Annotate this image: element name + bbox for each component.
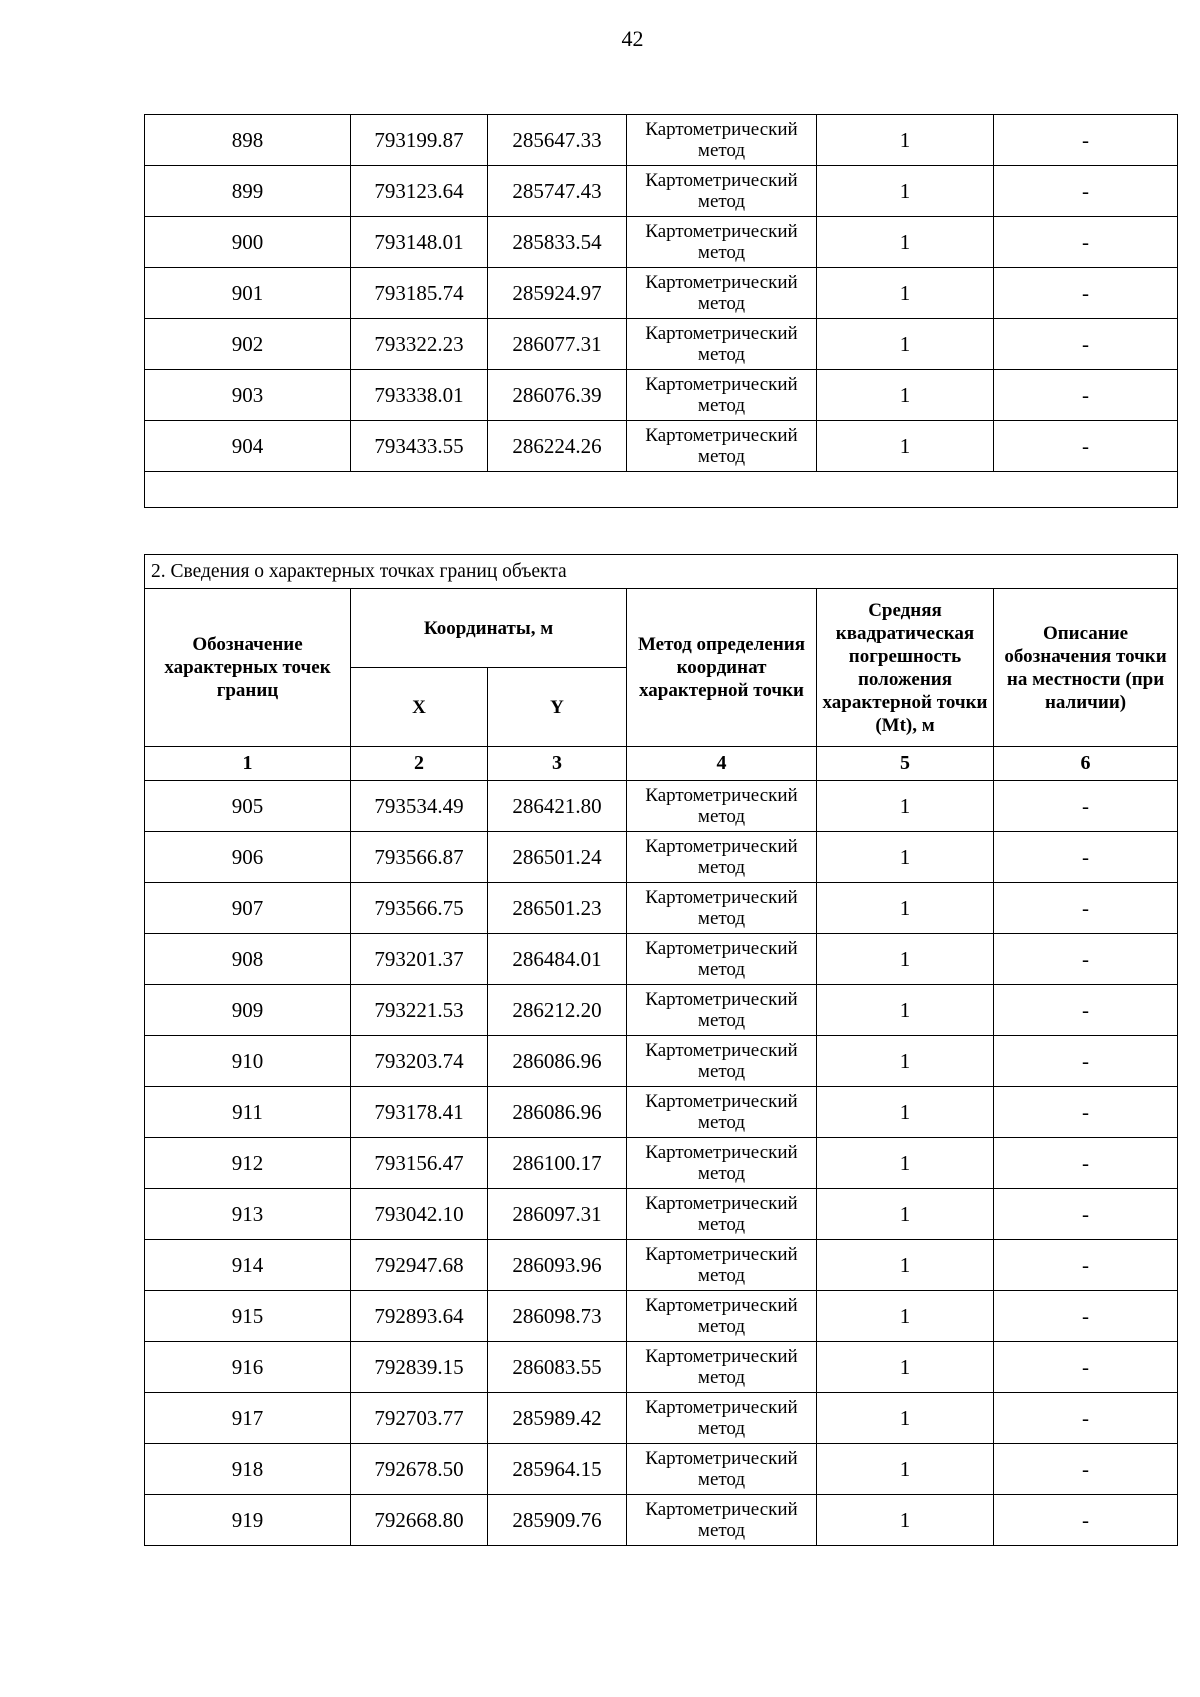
column-number: 1 xyxy=(145,747,351,781)
column-number: 6 xyxy=(994,747,1178,781)
table-row xyxy=(145,319,1178,370)
cell-x: 792703.77 xyxy=(351,1393,488,1444)
cell-point-id: 910 xyxy=(145,1036,351,1087)
table-row xyxy=(145,1393,1178,1444)
cell-mt: 1 xyxy=(817,1036,994,1087)
cell-point-id: 911 xyxy=(145,1087,351,1138)
cell-method: Картометрический метод xyxy=(627,1189,817,1240)
cell-x: 792678.50 xyxy=(351,1444,488,1495)
cell-y: 285747.43 xyxy=(488,166,627,217)
cell-y: 286077.31 xyxy=(488,319,627,370)
cell-description: - xyxy=(994,115,1178,166)
cell-mt: 1 xyxy=(817,1138,994,1189)
cell-mt: 1 xyxy=(817,1444,994,1495)
cell-method: Картометрический метод xyxy=(627,1291,817,1342)
header-point-designation: Обозначение характерных точек границ xyxy=(145,589,351,747)
cell-point-id: 898 xyxy=(145,115,351,166)
cell-mt: 1 xyxy=(817,115,994,166)
table-row xyxy=(145,268,1178,319)
cell-y: 286212.20 xyxy=(488,985,627,1036)
cell-y: 286484.01 xyxy=(488,934,627,985)
cell-x: 793338.01 xyxy=(351,370,488,421)
cell-mt: 1 xyxy=(817,934,994,985)
cell-x: 793156.47 xyxy=(351,1138,488,1189)
cell-x: 793123.64 xyxy=(351,166,488,217)
cell-mt: 1 xyxy=(817,1495,994,1546)
table-row xyxy=(145,370,1178,421)
cell-mt: 1 xyxy=(817,421,994,472)
boundary-points-table-continued xyxy=(144,114,1178,508)
cell-method: Картометрический метод xyxy=(627,268,817,319)
cell-y: 285924.97 xyxy=(488,268,627,319)
cell-method: Картометрический метод xyxy=(627,1087,817,1138)
header-coordinates: Координаты, м xyxy=(351,589,627,668)
cell-y: 285964.15 xyxy=(488,1444,627,1495)
cell-point-id: 905 xyxy=(145,781,351,832)
table-row xyxy=(145,1444,1178,1495)
cell-y: 286100.17 xyxy=(488,1138,627,1189)
cell-mt: 1 xyxy=(817,319,994,370)
cell-description: - xyxy=(994,268,1178,319)
cell-point-id: 903 xyxy=(145,370,351,421)
cell-mt: 1 xyxy=(817,1087,994,1138)
cell-description: - xyxy=(994,166,1178,217)
table-row xyxy=(145,1342,1178,1393)
cell-description: - xyxy=(994,370,1178,421)
cell-y: 286086.96 xyxy=(488,1036,627,1087)
cell-x: 793199.87 xyxy=(351,115,488,166)
cell-point-id: 909 xyxy=(145,985,351,1036)
cell-x: 793221.53 xyxy=(351,985,488,1036)
cell-y: 286086.96 xyxy=(488,1087,627,1138)
cell-point-id: 902 xyxy=(145,319,351,370)
cell-x: 792839.15 xyxy=(351,1342,488,1393)
cell-x: 793148.01 xyxy=(351,217,488,268)
cell-mt: 1 xyxy=(817,883,994,934)
cell-description: - xyxy=(994,1087,1178,1138)
cell-point-id: 899 xyxy=(145,166,351,217)
cell-description: - xyxy=(994,832,1178,883)
cell-mt: 1 xyxy=(817,985,994,1036)
header-y: Y xyxy=(488,668,627,747)
cell-y: 286501.23 xyxy=(488,883,627,934)
cell-description: - xyxy=(994,1393,1178,1444)
header-mean-square-error: Средняя квадратическая погрешность положения характерной точки (Mt), м xyxy=(817,589,994,747)
cell-method: Картометрический метод xyxy=(627,1444,817,1495)
table-row xyxy=(145,1240,1178,1291)
cell-description: - xyxy=(994,934,1178,985)
cell-description: - xyxy=(994,1495,1178,1546)
cell-x: 793201.37 xyxy=(351,934,488,985)
cell-x: 793322.23 xyxy=(351,319,488,370)
cell-description: - xyxy=(994,1036,1178,1087)
cell-x: 793566.87 xyxy=(351,832,488,883)
cell-point-id: 915 xyxy=(145,1291,351,1342)
empty-row xyxy=(145,472,1178,508)
cell-method: Картометрический метод xyxy=(627,319,817,370)
cell-point-id: 906 xyxy=(145,832,351,883)
table-row xyxy=(145,1036,1178,1087)
cell-point-id: 917 xyxy=(145,1393,351,1444)
cell-point-id: 907 xyxy=(145,883,351,934)
cell-y: 285833.54 xyxy=(488,217,627,268)
cell-y: 286421.80 xyxy=(488,781,627,832)
table-row xyxy=(145,166,1178,217)
cell-description: - xyxy=(994,1189,1178,1240)
cell-mt: 1 xyxy=(817,832,994,883)
cell-point-id: 900 xyxy=(145,217,351,268)
table-row xyxy=(145,832,1178,883)
cell-mt: 1 xyxy=(817,217,994,268)
cell-description: - xyxy=(994,1444,1178,1495)
cell-method: Картометрический метод xyxy=(627,934,817,985)
cell-mt: 1 xyxy=(817,1189,994,1240)
cell-x: 793185.74 xyxy=(351,268,488,319)
cell-method: Картометрический метод xyxy=(627,985,817,1036)
table-row xyxy=(145,1087,1178,1138)
cell-description: - xyxy=(994,319,1178,370)
cell-x: 793042.10 xyxy=(351,1189,488,1240)
cell-mt: 1 xyxy=(817,1291,994,1342)
cell-y: 286224.26 xyxy=(488,421,627,472)
column-number: 2 xyxy=(351,747,488,781)
cell-y: 285909.76 xyxy=(488,1495,627,1546)
cell-y: 285647.33 xyxy=(488,115,627,166)
cell-method: Картометрический метод xyxy=(627,421,817,472)
cell-y: 286083.55 xyxy=(488,1342,627,1393)
table-row xyxy=(145,883,1178,934)
cell-mt: 1 xyxy=(817,1393,994,1444)
cell-description: - xyxy=(994,985,1178,1036)
cell-point-id: 918 xyxy=(145,1444,351,1495)
cell-description: - xyxy=(994,1342,1178,1393)
cell-description: - xyxy=(994,781,1178,832)
cell-description: - xyxy=(994,217,1178,268)
table-caption: 2. Сведения о характерных точках границ объекта xyxy=(145,555,1178,589)
cell-description: - xyxy=(994,1291,1178,1342)
cell-mt: 1 xyxy=(817,1240,994,1291)
cell-x: 792668.80 xyxy=(351,1495,488,1546)
table-row xyxy=(145,1495,1178,1546)
cell-method: Картометрический метод xyxy=(627,1138,817,1189)
table-row xyxy=(145,1189,1178,1240)
empty-cell xyxy=(145,472,1178,508)
cell-method: Картометрический метод xyxy=(627,832,817,883)
table-row xyxy=(145,115,1178,166)
table-row xyxy=(145,421,1178,472)
cell-method: Картометрический метод xyxy=(627,217,817,268)
table-row xyxy=(145,1291,1178,1342)
header-method: Метод определения координат характерной точки xyxy=(627,589,817,747)
cell-y: 285989.42 xyxy=(488,1393,627,1444)
cell-method: Картометрический метод xyxy=(627,370,817,421)
column-number: 4 xyxy=(627,747,817,781)
cell-method: Картометрический метод xyxy=(627,1342,817,1393)
cell-method: Картометрический метод xyxy=(627,781,817,832)
cell-x: 792947.68 xyxy=(351,1240,488,1291)
table-row xyxy=(145,781,1178,832)
page-number: 42 xyxy=(621,26,644,51)
cell-point-id: 912 xyxy=(145,1138,351,1189)
cell-x: 792893.64 xyxy=(351,1291,488,1342)
cell-point-id: 914 xyxy=(145,1240,351,1291)
cell-mt: 1 xyxy=(817,370,994,421)
cell-mt: 1 xyxy=(817,1342,994,1393)
cell-y: 286098.73 xyxy=(488,1291,627,1342)
cell-mt: 1 xyxy=(817,781,994,832)
header-description: Описание обозначения точки на местности (при наличии) xyxy=(994,589,1178,747)
cell-method: Картометрический метод xyxy=(627,1240,817,1291)
cell-description: - xyxy=(994,1240,1178,1291)
cell-description: - xyxy=(994,883,1178,934)
cell-y: 286076.39 xyxy=(488,370,627,421)
cell-method: Картометрический метод xyxy=(627,115,817,166)
cell-description: - xyxy=(994,1138,1178,1189)
boundary-points-table xyxy=(144,554,1178,1546)
cell-mt: 1 xyxy=(817,268,994,319)
cell-point-id: 919 xyxy=(145,1495,351,1546)
table-row xyxy=(145,1138,1178,1189)
cell-y: 286093.96 xyxy=(488,1240,627,1291)
cell-x: 793566.75 xyxy=(351,883,488,934)
cell-method: Картометрический метод xyxy=(627,883,817,934)
column-number: 5 xyxy=(817,747,994,781)
table-row xyxy=(145,934,1178,985)
cell-point-id: 916 xyxy=(145,1342,351,1393)
cell-x: 793203.74 xyxy=(351,1036,488,1087)
table-row xyxy=(145,985,1178,1036)
cell-y: 286097.31 xyxy=(488,1189,627,1240)
table-row xyxy=(145,217,1178,268)
cell-point-id: 913 xyxy=(145,1189,351,1240)
cell-point-id: 908 xyxy=(145,934,351,985)
cell-x: 793534.49 xyxy=(351,781,488,832)
cell-description: - xyxy=(994,421,1178,472)
header-x: X xyxy=(351,668,488,747)
cell-x: 793178.41 xyxy=(351,1087,488,1138)
cell-point-id: 901 xyxy=(145,268,351,319)
cell-method: Картометрический метод xyxy=(627,166,817,217)
cell-point-id: 904 xyxy=(145,421,351,472)
column-number: 3 xyxy=(488,747,627,781)
cell-method: Картометрический метод xyxy=(627,1036,817,1087)
cell-method: Картометрический метод xyxy=(627,1495,817,1546)
cell-method: Картометрический метод xyxy=(627,1393,817,1444)
cell-y: 286501.24 xyxy=(488,832,627,883)
cell-mt: 1 xyxy=(817,166,994,217)
cell-x: 793433.55 xyxy=(351,421,488,472)
